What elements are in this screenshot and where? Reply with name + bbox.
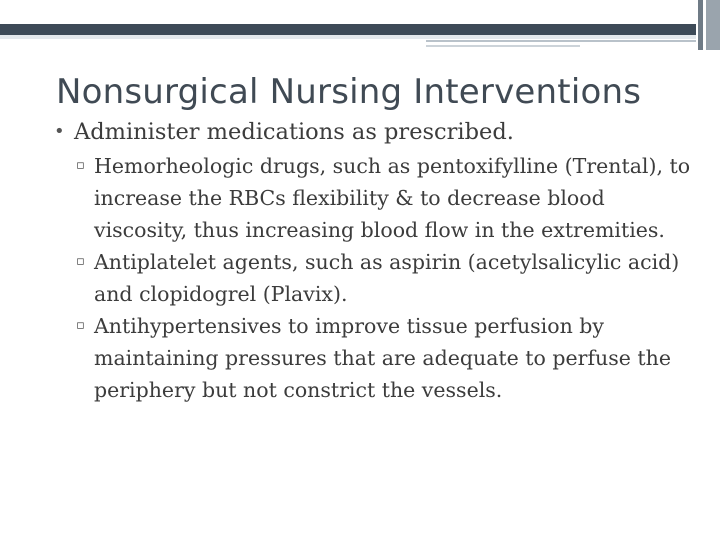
bullet-text: Administer medications as prescribed. <box>74 119 514 145</box>
sub-bullet-text: Antiplatelet agents, such as aspirin (acetylsalicylic acid) and clopidogrel (Plavix). <box>94 250 680 306</box>
sub-bullet-text: Hemorheologic drugs, such as pentoxifylline (Trental), to increase the RBCs flexibility & to decrease blood viscosity, thus increasing blood flow in the extremities. <box>94 154 691 242</box>
bullet-marker: • <box>54 121 65 142</box>
top-band <box>0 0 720 24</box>
bullet-item <box>52 116 702 148</box>
sub-bullet-item <box>52 310 702 406</box>
corner-stripe-light <box>706 0 720 50</box>
sub-bullet-item <box>52 246 702 310</box>
corner-stripe-dark <box>698 0 703 50</box>
sub-bullet-list <box>52 150 702 406</box>
header-accent-line-short <box>426 45 580 47</box>
slide-title: Nonsurgical Nursing Interventions <box>56 72 642 112</box>
sub-bullet-item <box>52 150 702 246</box>
header-dark-bar <box>0 24 696 35</box>
slide-content <box>52 116 702 406</box>
header-accent-line <box>426 40 696 42</box>
sub-bullet-marker: ▫ <box>76 158 85 173</box>
sub-bullet-text: Antihypertensives to improve tissue perfusion by maintaining pressures that are adequate to perfuse the periphery but not constrict the vessels. <box>94 314 671 402</box>
sub-bullet-marker: ▫ <box>76 254 85 269</box>
sub-bullet-marker: ▫ <box>76 318 85 333</box>
header-light-bar <box>0 35 696 39</box>
